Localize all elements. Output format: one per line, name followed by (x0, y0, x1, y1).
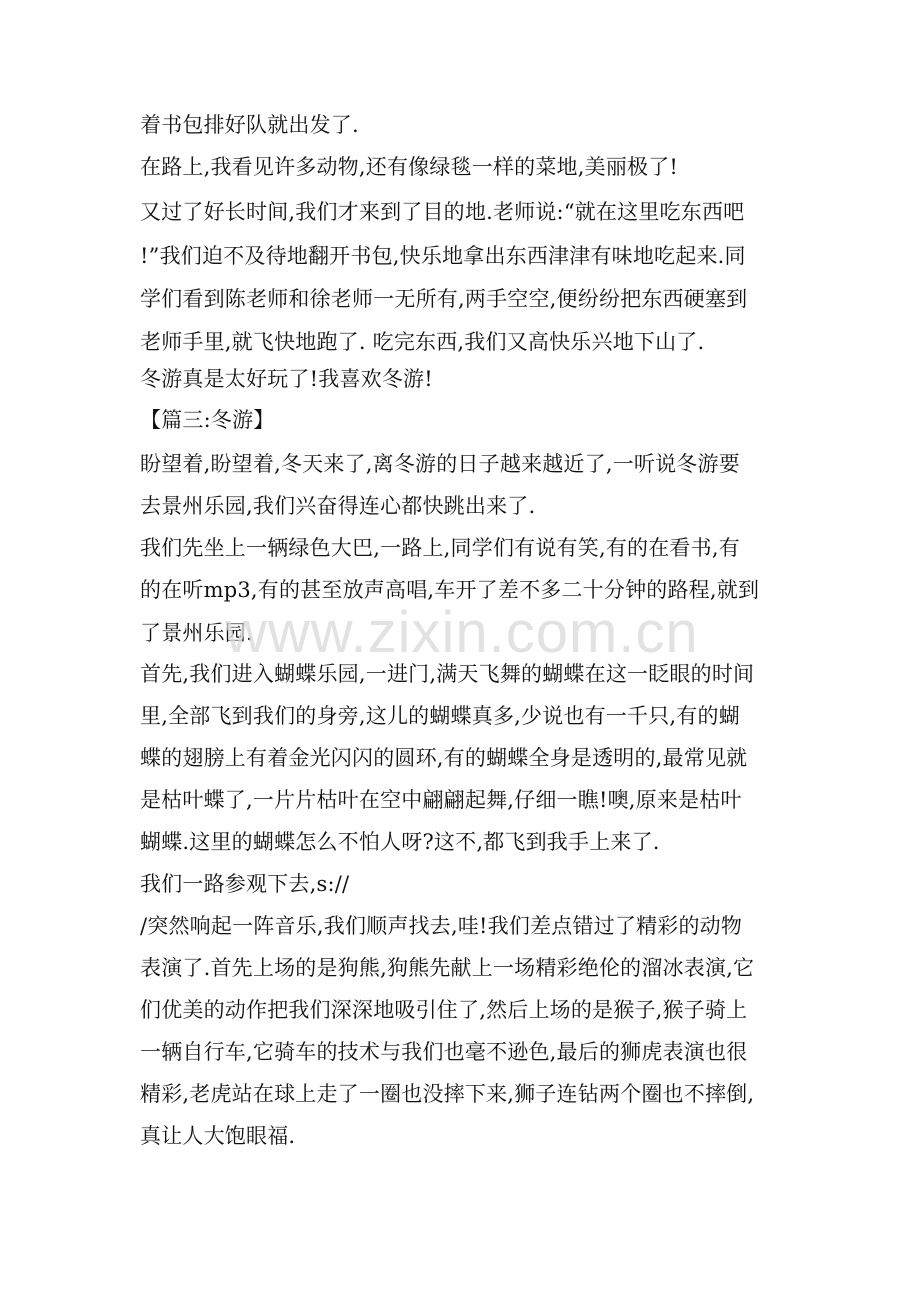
watermark: www.zixin.com.cn (225, 600, 699, 665)
text-line: 盼望着,盼望着,冬天来了,离冬游的日子越来越近了,一听说冬游要 (140, 452, 740, 476)
text-line: 是枯叶蝶了,一片片枯叶在空中翩翩起舞,仔细一瞧!噢,原来是枯叶 (140, 788, 742, 812)
text-line: 着书包排好队就出发了. (140, 113, 359, 137)
text-line: 老师手里,就飞快地跑了. 吃完东西,我们又高快乐兴地下山了. (140, 330, 705, 354)
text-line: 精彩,老虎站在球上走了一圈也没摔下来,狮子连钻两个圈也不摔倒, (140, 1082, 755, 1106)
text-line: 一辆自行车,它骑车的技术与我们也毫不逊色,最后的狮虎表演也很 (140, 1040, 748, 1064)
text-line: 学们看到陈老师和徐老师一无所有,两手空空,便纷纷把东西硬塞到 (140, 287, 748, 311)
text-line: 首先,我们进入蝴蝶乐园,一进门,满天飞舞的蝴蝶在这一眨眼的时间 (140, 662, 755, 686)
text-line: 真让人大饱眼福. (140, 1124, 296, 1148)
text-line: 在路上,我看见许多动物,还有像绿毯一样的菜地,美丽极了! (140, 155, 679, 179)
text-line: 去景州乐园,我们兴奋得连心都快跳出来了. (140, 494, 536, 518)
text-line: !”我们迫不及待地翻开书包,快乐地拿出东西津津有味地吃起来.同 (140, 244, 746, 268)
text-line: 了景州乐园. (140, 621, 253, 645)
text-line: 们优美的动作把我们深深地吸引住了,然后上场的是猴子,猴子骑上 (140, 998, 748, 1022)
text-line: 的在听mp3,有的甚至放声高唱,车开了差不多二十分钟的路程,就到 (140, 578, 760, 602)
text-line: 蝴蝶.这里的蝴蝶怎么不怕人呀?这不,都飞到我手上来了. (140, 830, 660, 854)
text-line: 我们先坐上一辆绿色大巴,一路上,同学们有说有笑,有的在看书,有 (140, 536, 740, 560)
text-line: 表演了.首先上场的是狗熊,狗熊先献上一场精彩绝伦的溜冰表演,它 (140, 956, 755, 980)
text-line: 冬游真是太好玩了!我喜欢冬游! (140, 367, 433, 391)
text-line: 我们一路参观下去,s:// (140, 872, 350, 896)
text-line: 蝶的翅膀上有着金光闪闪的圆环,有的蝴蝶全身是透明的,最常见就 (140, 746, 748, 770)
text-line: /突然响起一阵音乐,我们顺声找去,哇!我们差点错过了精彩的动物 (140, 914, 743, 938)
section-heading: 【篇三:冬游】 (140, 408, 275, 432)
text-line: 里,全部飞到我们的身旁,这儿的蝴蝶真多,少说也有一千只,有的蝴 (140, 704, 740, 728)
text-line: 又过了好长时间,我们才来到了目的地.老师说:“就在这里吃东西吧 (140, 200, 745, 224)
